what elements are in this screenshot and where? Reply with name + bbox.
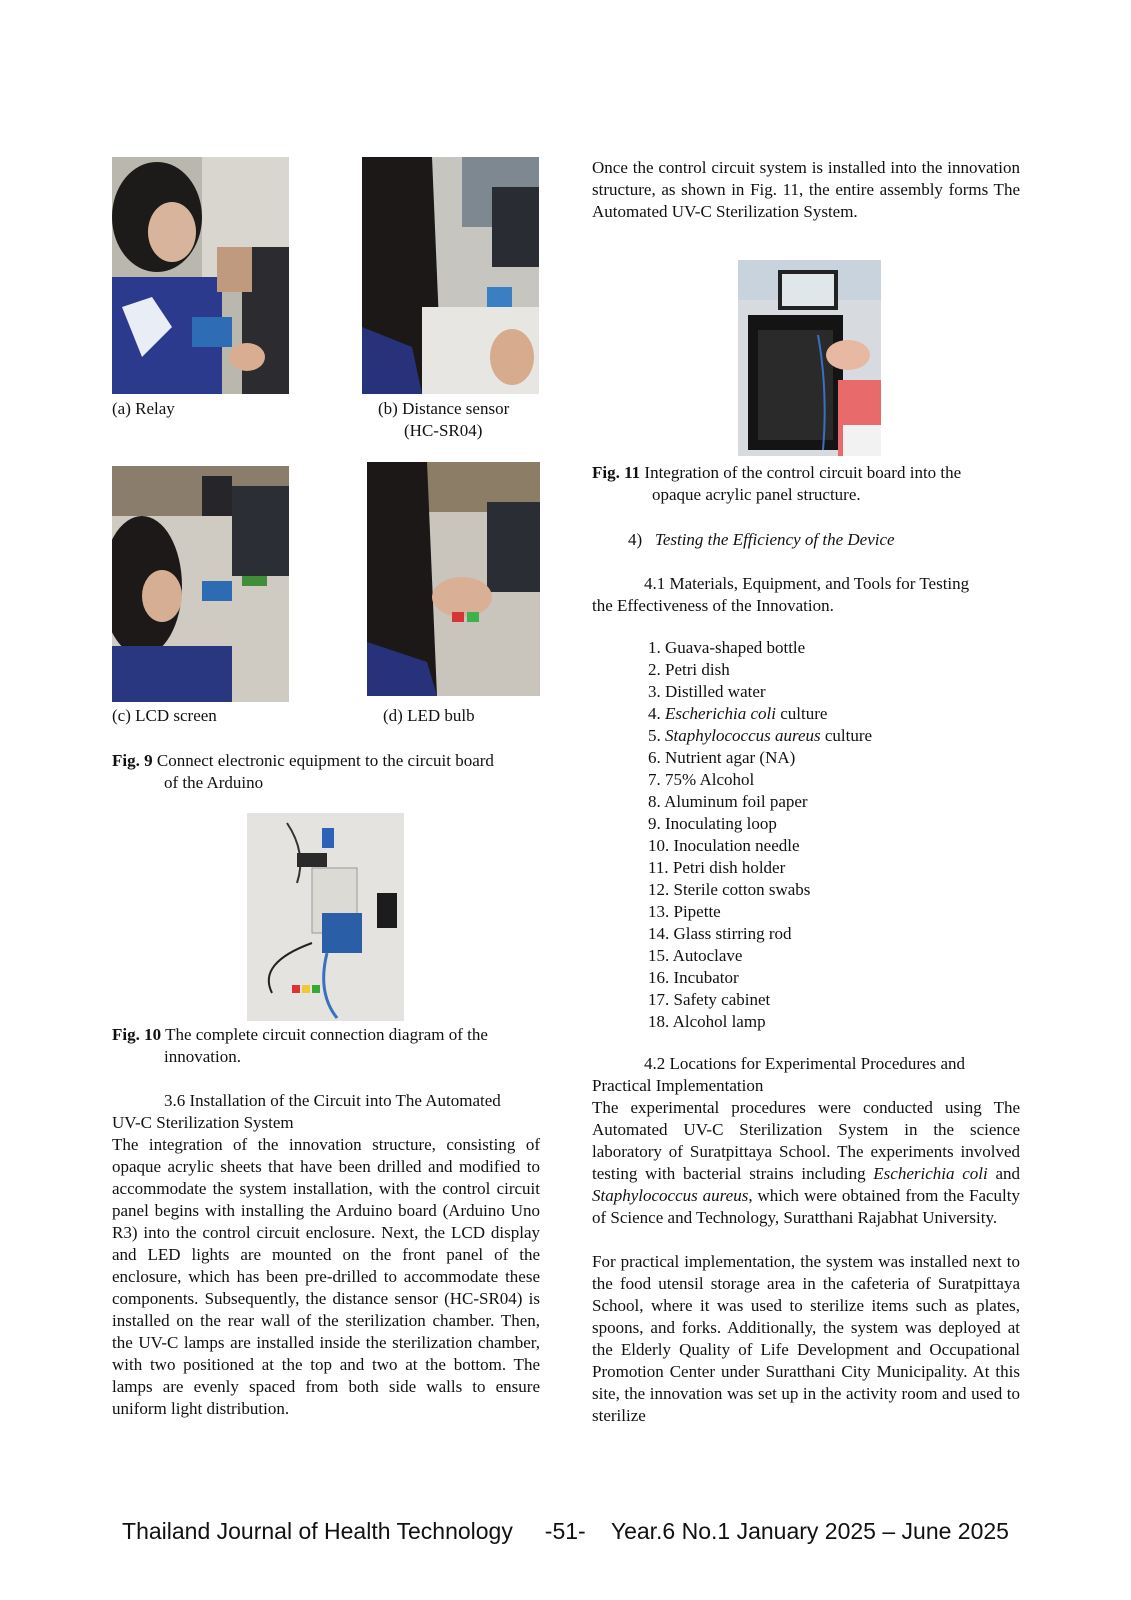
material-number: 3. [648, 682, 665, 701]
section-4-1-line2: the Effectiveness of the Innovation. [592, 596, 834, 615]
material-number: 2. [648, 660, 665, 679]
material-item [648, 725, 872, 747]
material-number: 14. [648, 924, 674, 943]
material-species: Escherichia coli [665, 704, 776, 723]
fig10-label: Fig. 10 [112, 1025, 162, 1044]
materials-list [648, 637, 872, 1033]
material-text: Safety cabinet [673, 990, 771, 1009]
material-text: Distilled water [665, 682, 766, 701]
photo-integrated-system [738, 260, 881, 456]
material-item [648, 835, 872, 857]
section-4-1 [592, 573, 1020, 617]
p42a-text-3: , which were obtained from the Faculty of Science and Technology, Suratthani Rajabhat University. [592, 1186, 1020, 1227]
material-item [648, 901, 872, 923]
material-number: 12. [648, 880, 674, 899]
fig11-caption-line1: Integration of the control circuit board into the [644, 463, 962, 482]
section-3-6 [112, 1090, 540, 1420]
material-item [648, 1011, 872, 1033]
fig9-label: Fig. 9 [112, 751, 153, 770]
material-text: Alcohol lamp [672, 1012, 766, 1031]
fig9-caption-line1: Connect electronic equipment to the circuit board [156, 751, 494, 770]
material-number: 8. [648, 792, 665, 811]
material-text: Sterile cotton swabs [673, 880, 811, 899]
material-number: 15. [648, 946, 673, 965]
material-item [648, 637, 872, 659]
material-item [648, 967, 872, 989]
fig10-caption [112, 1024, 542, 1068]
right-intro-paragraph: Once the control circuit system is installed into the innovation structure, as shown in Fig. 11, the entire assembly forms The Automated UV-C Sterilization System. [592, 158, 1020, 221]
material-item [648, 879, 872, 901]
material-number: 4. [648, 704, 665, 723]
material-item [648, 703, 872, 725]
material-text: Autoclave [672, 946, 743, 965]
material-number: 6. [648, 748, 665, 767]
section-4-1-line1: 4.1 Materials, Equipment, and Tools for Testing [644, 574, 970, 593]
material-text: Incubator [673, 968, 739, 987]
material-number: 17. [648, 990, 674, 1009]
fig11-label: Fig. 11 [592, 463, 641, 482]
fig9-caption-b-line2: (HC-SR04) [404, 421, 483, 440]
fig11-caption-line2: opaque acrylic panel structure. [652, 485, 861, 504]
fig9-caption-b-line1: (b) Distance sensor [378, 399, 510, 418]
section-3-6-heading-line1: 3.6 Installation of the Circuit into The Automated [164, 1091, 501, 1110]
section4-title: Testing the Efficiency of the Device [654, 530, 895, 549]
material-text: Guava-shaped bottle [665, 638, 806, 657]
material-text: culture [820, 726, 873, 745]
photo-lcd-screen [112, 466, 289, 702]
section-4-2 [592, 1053, 1020, 1427]
material-item [648, 945, 872, 967]
material-item [648, 659, 872, 681]
material-number: 9. [648, 814, 665, 833]
photo-distance-sensor [362, 157, 539, 394]
material-item [648, 747, 872, 769]
fig11-caption [592, 462, 1022, 506]
material-text: Petri dish [665, 660, 730, 679]
material-item [648, 769, 872, 791]
fig9-caption-line2: of the Arduino [164, 773, 264, 792]
fig10-caption-line2: innovation. [164, 1047, 241, 1066]
material-text: Inoculation needle [673, 836, 800, 855]
section-4-2-line2: Practical Implementation [592, 1076, 764, 1095]
material-text: culture [775, 704, 828, 723]
fig9-caption-a: (a) Relay [112, 399, 175, 418]
material-number: 10. [648, 836, 674, 855]
photo-circuit-diagram [247, 813, 404, 1021]
material-number: 18. [648, 1012, 673, 1031]
fig9-caption-c: (c) LCD screen [112, 706, 217, 725]
p42a-species-1: Escherichia coli [873, 1164, 988, 1183]
section4-heading [628, 529, 895, 551]
material-item [648, 791, 872, 813]
p42a-text-2: and [987, 1164, 1020, 1183]
fig9-caption-d: (d) LED bulb [383, 706, 475, 725]
material-item [648, 989, 872, 1011]
section-4-2-line1: 4.2 Locations for Experimental Procedures and [644, 1054, 966, 1073]
photo-relay [112, 157, 289, 394]
material-item [648, 923, 872, 945]
material-text: 75% Alcohol [665, 770, 755, 789]
section-3-6-heading-line2: UV-C Sterilization System [112, 1113, 294, 1132]
material-text: Nutrient agar (NA) [665, 748, 796, 767]
material-text: Pipette [673, 902, 721, 921]
material-item [648, 681, 872, 703]
material-text: Aluminum foil paper [664, 792, 808, 811]
fig9-caption [112, 750, 542, 794]
material-text: Petri dish holder [672, 858, 786, 877]
photo-led-bulb [367, 462, 540, 696]
material-number: 13. [648, 902, 674, 921]
section-4-2-paragraph-a [592, 1097, 1020, 1229]
material-number: 11. [648, 858, 673, 877]
material-number: 1. [648, 638, 665, 657]
p42a-text-1: The experimental procedures were conducted using The Automated UV-C Sterilization System in the science laboratory of Suratpittaya School. The experiments involved testing with bacterial strains including [592, 1098, 1020, 1183]
section-4-2-paragraph-b: For practical implementation, the system was installed next to the food utensil storage area in the cafeteria of Suratpittaya School, where it was used to sterilize items such as plates, spoons, and forks. Additionally, the system was deployed at the Elderly Quality of Life Development and Occupational Promotion Center under Suratthani City Municipality. At this site, the innovation was set up in the activity room and used to sterilize [592, 1252, 1020, 1425]
material-item [648, 857, 872, 879]
material-text: Inoculating loop [665, 814, 777, 833]
material-species: Staphylococcus aureus [665, 726, 821, 745]
material-number: 5. [648, 726, 665, 745]
material-number: 16. [648, 968, 674, 987]
page-footer: Thailand Journal of Health Technology -51- Year.6 No.1 January 2025 – June 2025 [122, 1518, 1009, 1544]
section4-number: 4) [628, 530, 643, 549]
p42a-species-2: Staphylococcus aureus [592, 1186, 749, 1205]
section-3-6-body: The integration of the innovation structure, consisting of opaque acrylic sheets that have been drilled and modified to accommodate the system installation, with the control circuit panel begins with installing the Arduino board (Arduino Uno R3) into the control circuit enclosure. Next, the LCD display and LED lights are mounted on the front panel of the enclosure, which has been pre-drilled to accommodate these components. Subsequently, the distance sensor (HC-SR04) is installed on the rear wall of the sterilization chamber. Then, the UV-C lamps are installed inside the sterilization chamber, with two positioned at the top and two at the bottom. The lamps are evenly spaced from both side walls to ensure uniform light distribution. [112, 1135, 540, 1418]
material-item [648, 813, 872, 835]
material-text: Glass stirring rod [673, 924, 792, 943]
fig10-caption-line1: The complete circuit connection diagram of the [165, 1025, 488, 1044]
material-number: 7. [648, 770, 665, 789]
